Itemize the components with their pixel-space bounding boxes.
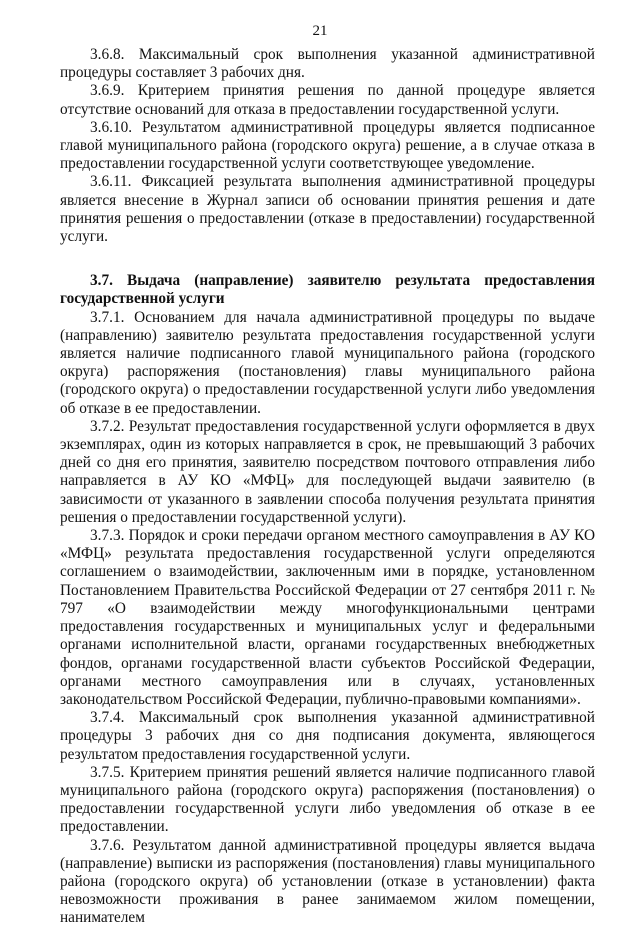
paragraph-3-7-2: 3.7.2. Результат предоставления государственной услуги оформляется в двух экземплярах, один из которых направляется в срок, не превышающий 3 рабочих дней со дня его принятия, заявителю посредством почтового отправления либо направляется в АУ КО «МФЦ» для последующей выдачи заявителю (в зависимости от указанного в заявлении способа получения результата принятия решения о предоставлении государственной услуги). [60, 417, 595, 526]
paragraph-3-6-10: 3.6.10. Результатом административной процедуры является подписанное главой муниципального района (городского округа) решение, а в случае отказа в предоставлении государственной услуги соответствующее уведомление. [60, 118, 595, 173]
paragraph-3-6-8: 3.6.8. Максимальный срок выполнения указанной административной процедуры составляет 3 рабочих дня. [60, 46, 595, 82]
paragraph-3-7-3: 3.7.3. Порядок и сроки передачи органом местного самоуправления в АУ КО «МФЦ» результата предоставления государственной услуги определяются соглашением о взаимодействии, заключенным ими в порядке, установленном Постановлением Правительства Российской Федерации от 27 сентября 2011 г. № 797 «О взаимодействии между многофункциональными центрами предоставления государственных и муниципальных услуг и федеральными органами исполнительной власти, органами государственных внебюджетных фондов, органами государственной власти субъектов Российской Федерации, органами местного самоуправления или в случаях, установленных законодательством Российской Федерации, публично-правовыми компаниями». [60, 527, 595, 708]
paragraph-3-7-4: 3.7.4. Максимальный срок выполнения указанной административной процедуры 3 рабочих дня со дня подписания документа, являющегося результатом предоставления государственной услуги. [60, 709, 595, 763]
paragraph-3-7-5: 3.7.5. Критерием принятия решений является наличие подписанного главой муниципального района (городского округа) распоряжения (постановления) о предоставлении государственной услуги либо уведомления об отказе в ее предоставлении. [60, 763, 595, 836]
paragraph-3-7-6: 3.7.6. Результатом данной административной процедуры является выдача (направление) выписки из распоряжения (постановления) главы муниципального района (городского округа) об установлении (отказе в установлении) факта невозможности проживания в ранее занимаемом жилом помещении, нанимателем [60, 836, 595, 927]
paragraph-3-7-1: 3.7.1. Основанием для начала административной процедуры по выдаче (направлению) заявителю результата предоставления государственной услуги является наличие подписанного главой муниципального района (городского округа) распоряжения (постановления) главы муниципального района (городского округа) о предоставлении государственной услуги либо уведомления об отказе в ее предоставлении. [60, 308, 595, 417]
paragraph-3-6-9: 3.6.9. Критерием принятия решения по данной процедуре является отсутствие оснований для отказа в предоставлении государственной услуги. [60, 82, 595, 118]
section-heading-3-7: 3.7. Выдача (направление) заявителю результата предоставления государственной услуги [60, 272, 595, 308]
page-number: 21 [312, 23, 328, 39]
paragraph-3-6-11: 3.6.11. Фиксацией результата выполнения административной процедуры является внесение в Журнал записи об основании принятия решения и дате принятия решения о предоставлении (отказе в предоставлении) государственной услуги. [60, 173, 595, 246]
document-body [60, 46, 595, 928]
